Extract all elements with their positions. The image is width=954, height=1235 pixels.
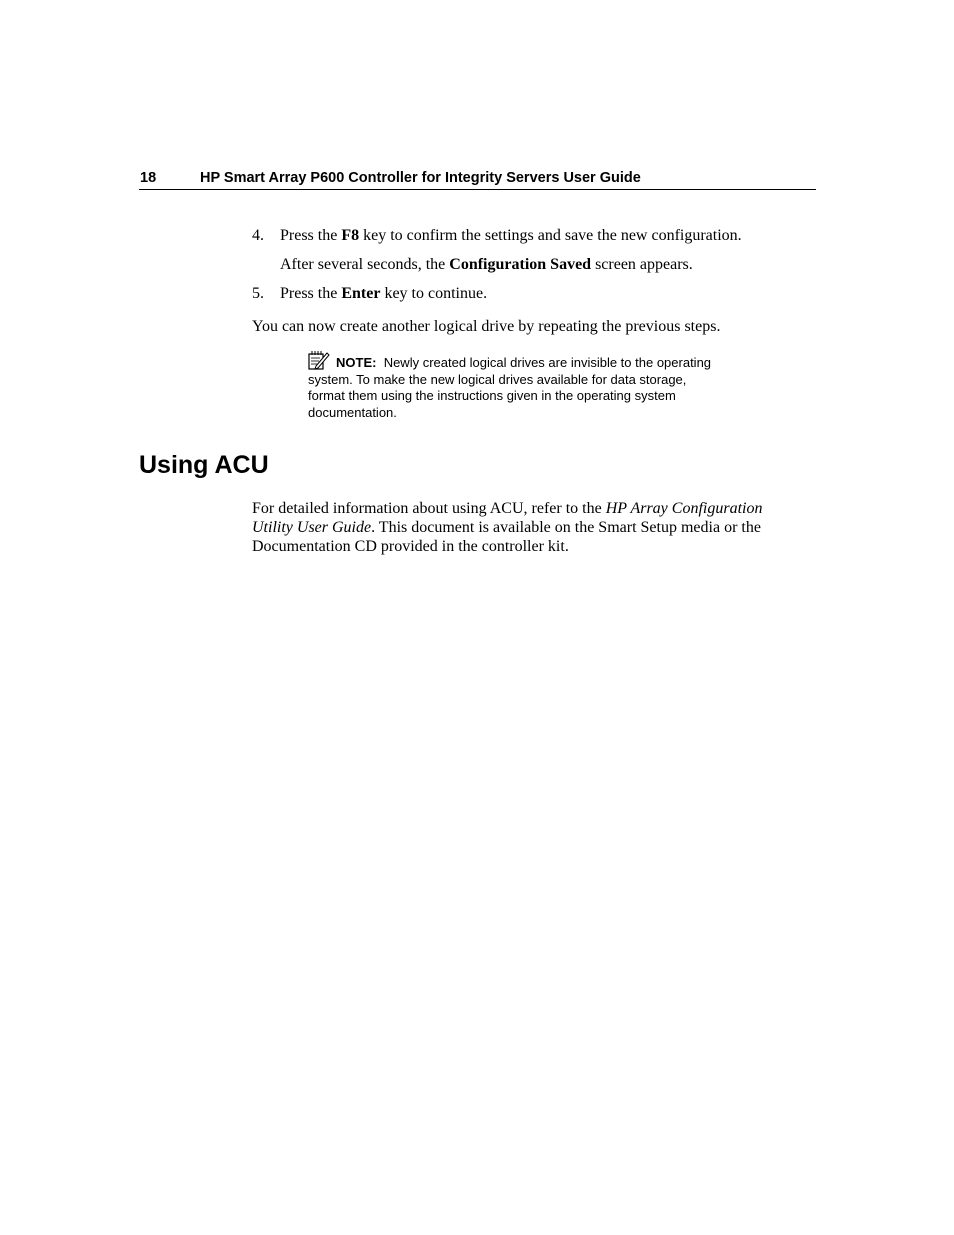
repeat-paragraph: You can now create another logical drive by repeating the previous steps. <box>252 318 721 335</box>
step-text-after: key to continue. <box>380 285 488 302</box>
key-name: F8 <box>341 227 360 244</box>
acu-paragraph <box>252 499 812 556</box>
note-pad-icon <box>308 350 330 370</box>
step-4 <box>252 226 742 245</box>
acu-line-3: Documentation CD provided in the controller kit. <box>252 538 569 555</box>
guide-title-part-2: Utility User Guide <box>252 519 372 536</box>
note-label: NOTE: <box>336 355 377 370</box>
note-line-4: documentation. <box>308 404 397 420</box>
step-text-after: key to confirm the settings and save the new configuration. <box>359 227 742 244</box>
screen-name: Configuration Saved <box>449 256 592 273</box>
step-5 <box>252 284 487 303</box>
followup-text-before: After several seconds, the <box>280 256 450 273</box>
note-box <box>308 350 768 421</box>
note-line-2: system. To make the new logical drives available for data storage, <box>308 371 687 387</box>
step-text-before: Press the <box>280 285 342 302</box>
note-line-1: Newly created logical drives are invisible to the operating <box>383 355 712 370</box>
acu-line-2-text: . This document is available on the Smart Setup media or the <box>371 519 761 536</box>
guide-title-part-1: HP Array Configuration <box>605 500 763 517</box>
page-number: 18 <box>140 170 157 186</box>
note-line-3: format them using the instructions given in the operating system <box>308 388 676 403</box>
key-name: Enter <box>341 285 381 302</box>
step-text-before: Press the <box>280 227 342 244</box>
followup-text-after: screen appears. <box>591 256 693 273</box>
acu-line-1-text: For detailed information about using ACU, refer to the <box>252 500 606 517</box>
step-4-followup <box>280 255 693 274</box>
acu-line-2 <box>252 518 812 537</box>
acu-line-1 <box>252 499 812 518</box>
step-number: 5. <box>252 285 264 302</box>
page-header <box>139 168 816 190</box>
section-heading: Using ACU <box>139 451 269 479</box>
document-title: HP Smart Array P600 Controller for Integrity Servers User Guide <box>200 170 641 186</box>
step-number: 4. <box>252 227 264 244</box>
